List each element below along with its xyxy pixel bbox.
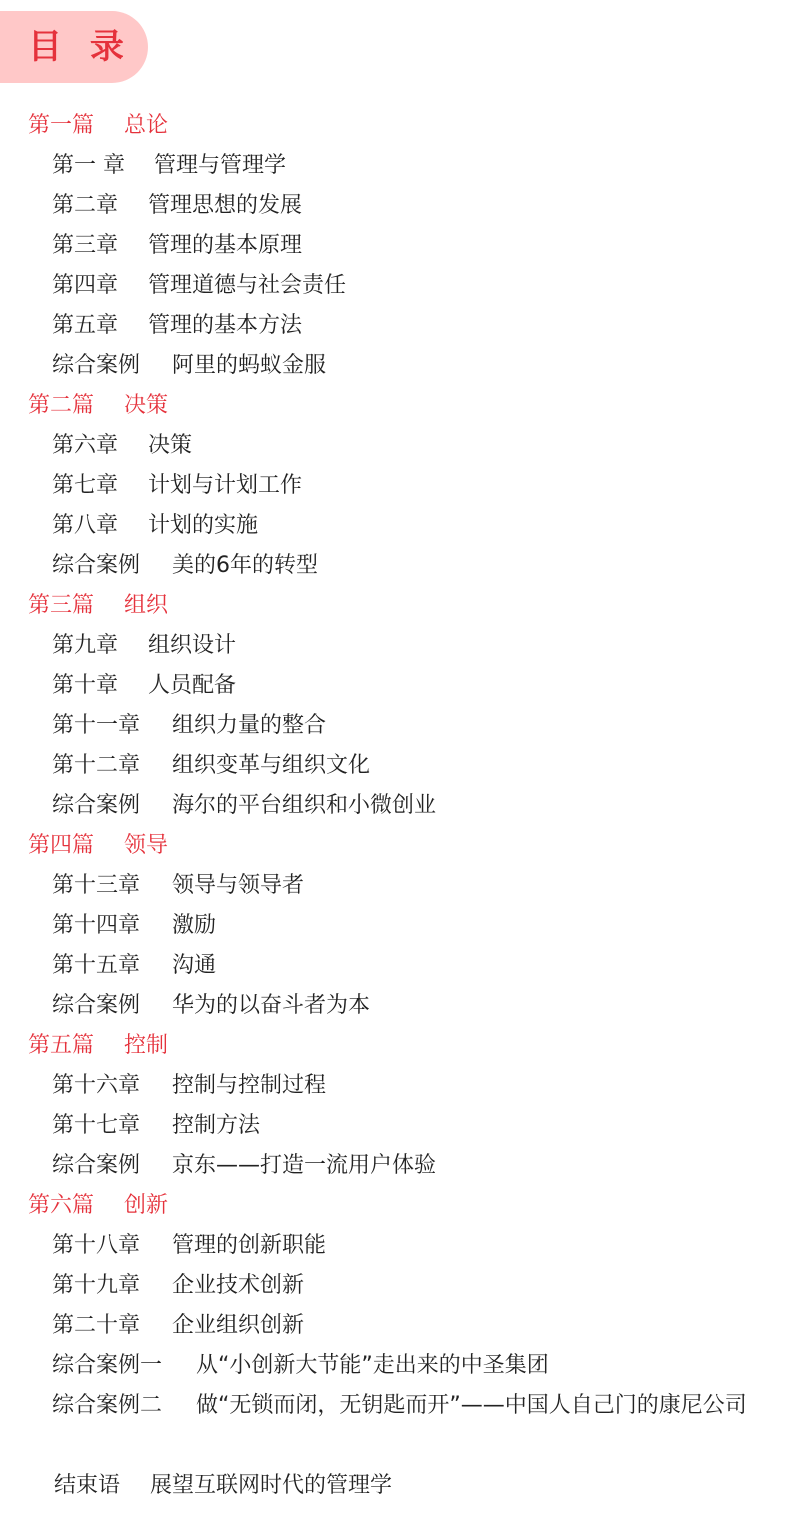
toc-chapter-item[interactable]	[0, 746, 790, 786]
chapter-title: 控制与控制过程	[172, 1073, 327, 1098]
chapter-number: 第十七章	[52, 1113, 141, 1138]
chapter-number: 第十二章	[52, 753, 141, 778]
toc-header-banner	[0, 11, 148, 83]
case-label: 综合案例一	[52, 1353, 163, 1378]
chapter-title: 组织力量的整合	[172, 713, 327, 738]
toc-chapter-item[interactable]	[0, 186, 790, 226]
toc-epilogue-item[interactable]	[0, 1466, 790, 1506]
chapter-title: 人员配备	[148, 673, 237, 698]
chapter-title: 管理与管理学	[154, 153, 287, 178]
case-label: 综合案例	[52, 353, 141, 378]
chapter-number: 第七章	[52, 473, 119, 498]
chapter-number: 第十五章	[52, 953, 141, 978]
chapter-number: 第二十章	[52, 1313, 141, 1338]
chapter-number: 第一 章	[52, 153, 125, 178]
epilogue-label: 结束语	[54, 1473, 121, 1498]
toc-chapter-item[interactable]	[0, 1266, 790, 1306]
toc-part-heading[interactable]	[0, 586, 790, 626]
chapter-title: 组织设计	[148, 633, 237, 658]
case-title: 美的6年的转型	[172, 553, 318, 578]
part-title: 领导	[124, 833, 169, 858]
chapter-title: 组织变革与组织文化	[172, 753, 371, 778]
chapter-number: 第十三章	[52, 873, 141, 898]
part-title: 组织	[124, 593, 169, 618]
toc-chapter-item[interactable]	[0, 226, 790, 266]
chapter-number: 第十四章	[52, 913, 141, 938]
part-number: 第一篇	[28, 113, 95, 138]
part-title: 总论	[124, 113, 169, 138]
chapter-title: 控制方法	[172, 1113, 261, 1138]
case-label: 综合案例	[52, 993, 141, 1018]
chapter-title: 管理的基本方法	[148, 313, 303, 338]
chapter-number: 第五章	[52, 313, 119, 338]
toc-case-item[interactable]	[0, 1146, 790, 1186]
chapter-number: 第九章	[52, 633, 119, 658]
toc-chapter-item[interactable]	[0, 146, 790, 186]
chapter-title: 企业技术创新	[172, 1273, 305, 1298]
case-title: 从“小创新大节能”走出来的中圣集团	[196, 1353, 549, 1378]
chapter-number: 第十八章	[52, 1233, 141, 1258]
chapter-title: 沟通	[172, 953, 217, 978]
part-number: 第五篇	[28, 1033, 95, 1058]
toc-chapter-item[interactable]	[0, 306, 790, 346]
part-title: 控制	[124, 1033, 169, 1058]
part-number: 第四篇	[28, 833, 95, 858]
case-label: 综合案例	[52, 793, 141, 818]
toc-chapter-item[interactable]	[0, 426, 790, 466]
toc-chapter-item[interactable]	[0, 506, 790, 546]
chapter-number: 第四章	[52, 273, 119, 298]
toc-chapter-item[interactable]	[0, 1066, 790, 1106]
chapter-title: 管理的基本原理	[148, 233, 303, 258]
toc-chapter-item[interactable]	[0, 1106, 790, 1146]
toc-chapter-item[interactable]	[0, 1306, 790, 1346]
chapter-number: 第八章	[52, 513, 119, 538]
part-number: 第六篇	[28, 1193, 95, 1218]
case-title: 京东——打造一流用户体验	[172, 1153, 437, 1178]
toc-case-item[interactable]	[0, 1386, 790, 1466]
case-title: 做“无锁而闭，无钥匙而开”——中国人自己门的康尼公司	[196, 1393, 747, 1418]
toc-case-item[interactable]	[0, 546, 790, 586]
part-title: 创新	[124, 1193, 169, 1218]
page-title: 目 录	[28, 27, 132, 67]
chapter-title: 管理的创新职能	[172, 1233, 327, 1258]
table-of-contents	[0, 106, 790, 1506]
toc-chapter-item[interactable]	[0, 666, 790, 706]
toc-chapter-item[interactable]	[0, 706, 790, 746]
toc-chapter-item[interactable]	[0, 266, 790, 306]
chapter-number: 第十九章	[52, 1273, 141, 1298]
chapter-number: 第十六章	[52, 1073, 141, 1098]
toc-case-item[interactable]	[0, 786, 790, 826]
case-label: 综合案例	[52, 1153, 141, 1178]
chapter-number: 第六章	[52, 433, 119, 458]
chapter-title: 激励	[172, 913, 217, 938]
epilogue-title: 展望互联网时代的管理学	[150, 1473, 393, 1498]
toc-part-heading[interactable]	[0, 386, 790, 426]
toc-chapter-item[interactable]	[0, 906, 790, 946]
case-title: 华为的以奋斗者为本	[172, 993, 371, 1018]
case-title: 阿里的蚂蚁金服	[172, 353, 327, 378]
toc-part-heading[interactable]	[0, 1026, 790, 1066]
toc-part-heading[interactable]	[0, 106, 790, 146]
case-label: 综合案例二	[52, 1393, 163, 1418]
toc-case-item[interactable]	[0, 986, 790, 1026]
toc-chapter-item[interactable]	[0, 626, 790, 666]
chapter-number: 第三章	[52, 233, 119, 258]
case-label: 综合案例	[52, 553, 141, 578]
case-title: 海尔的平台组织和小微创业	[172, 793, 437, 818]
toc-part-heading[interactable]	[0, 826, 790, 866]
chapter-number: 第十章	[52, 673, 119, 698]
toc-case-item[interactable]	[0, 346, 790, 386]
part-number: 第二篇	[28, 393, 95, 418]
chapter-title: 管理思想的发展	[148, 193, 303, 218]
chapter-number: 第十一章	[52, 713, 141, 738]
toc-part-heading[interactable]	[0, 1186, 790, 1226]
toc-chapter-item[interactable]	[0, 466, 790, 506]
part-number: 第三篇	[28, 593, 95, 618]
toc-chapter-item[interactable]	[0, 1226, 790, 1266]
chapter-title: 领导与领导者	[172, 873, 305, 898]
chapter-title: 计划与计划工作	[148, 473, 303, 498]
chapter-title: 企业组织创新	[172, 1313, 305, 1338]
part-title: 决策	[124, 393, 169, 418]
chapter-number: 第二章	[52, 193, 119, 218]
toc-chapter-item[interactable]	[0, 946, 790, 986]
chapter-title: 决策	[148, 433, 193, 458]
toc-case-item[interactable]	[0, 1346, 790, 1386]
chapter-title: 管理道德与社会责任	[148, 273, 347, 298]
chapter-title: 计划的实施	[148, 513, 259, 538]
toc-chapter-item[interactable]	[0, 866, 790, 906]
